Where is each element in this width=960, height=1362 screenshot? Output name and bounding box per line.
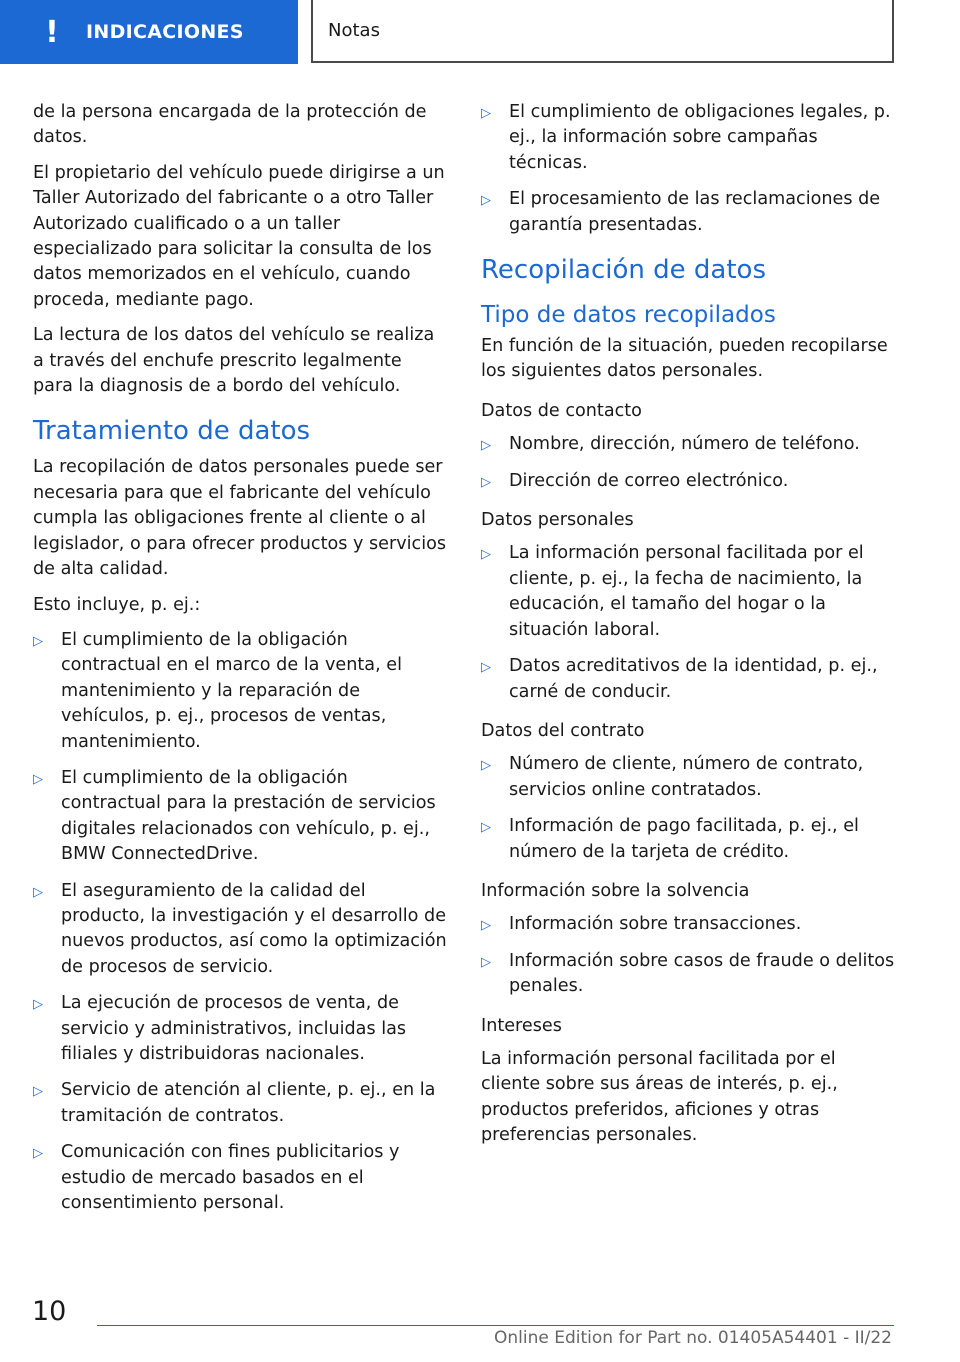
list-item xyxy=(481,469,899,494)
list-item xyxy=(33,628,447,755)
list-item-text: Servicio de atención al cliente, p. ej., en la tramitación de contratos. xyxy=(61,1080,436,1126)
bullet-list xyxy=(481,432,899,494)
paragraph: En función de la situación, pueden recopilarse los siguientes datos personales. xyxy=(481,336,888,382)
triangle-bullet-icon: ▷ xyxy=(481,438,491,454)
triangle-bullet-icon: ▷ xyxy=(481,820,491,836)
list-item-text: El cumplimiento de la obligación contractual en el marco de la venta, el mantenimiento y la reparación de vehículos, p. ej., procesos de ventas, mantenimiento. xyxy=(61,629,402,752)
list-item xyxy=(481,187,899,238)
paragraph: de la persona encargada de la protección de datos. xyxy=(33,102,427,148)
triangle-bullet-icon: ▷ xyxy=(33,884,43,900)
list-item xyxy=(33,879,447,981)
heading-recopilacion-de-datos: Recopilación de datos xyxy=(481,255,766,286)
topic-title: Notas xyxy=(328,20,380,41)
list-item xyxy=(33,991,447,1067)
edition-footer: Online Edition for Part no. 01405A54401 - II/22 xyxy=(493,1328,892,1348)
list-item-text: El procesamiento de las reclamaciones de garantía presentadas. xyxy=(509,189,881,235)
page-header xyxy=(0,0,960,66)
heading-tipo-de-datos: Tipo de datos recopilados xyxy=(481,302,776,329)
list-item xyxy=(481,949,899,1000)
exclamation-icon: ! xyxy=(45,14,59,50)
list-item-text: Nombre, dirección, número de teléfono. xyxy=(509,434,860,455)
paragraph: El propietario del vehículo puede dirigirse a un Taller Autorizado del fabricante o a otro Taller Autorizado cualificado o a un taller especializado para solicitar la consulta de los datos memorizados en el vehículo, cuando proceda, mediante pago. xyxy=(33,162,445,310)
left-column xyxy=(33,100,447,1227)
list-item xyxy=(481,541,899,643)
triangle-bullet-icon: ▷ xyxy=(481,758,491,774)
footer-divider xyxy=(97,1325,894,1326)
bullet-list xyxy=(481,912,899,999)
topic-box xyxy=(311,0,894,63)
triangle-bullet-icon: ▷ xyxy=(481,954,491,970)
triangle-bullet-icon: ▷ xyxy=(481,660,491,676)
list-item-text: El aseguramiento de la calidad del producto, la investigación y el desarrollo de nuevos productos, así como la optimización de procesos de servicio. xyxy=(61,880,447,977)
subheading-datos-de-contacto: Datos de contacto xyxy=(481,400,642,421)
list-item xyxy=(33,766,447,868)
list-item-text: El cumplimiento de la obligación contractual para la prestación de servicios digitales relacionados con vehículo, p. ej., BMW ConnectedDrive. xyxy=(61,767,436,865)
paragraph: La recopilación de datos personales puede ser necesaria para que el fabricante del vehículo cumpla las obligaciones frente al cliente o al legislador, o para ofrecer productos y servicios de alta calidad. xyxy=(33,457,447,580)
triangle-bullet-icon: ▷ xyxy=(481,474,491,490)
triangle-bullet-icon: ▷ xyxy=(33,997,43,1013)
paragraph: Esto incluye, p. ej.: xyxy=(33,594,201,615)
list-item xyxy=(481,752,899,803)
heading-tratamiento-de-datos: Tratamiento de datos xyxy=(33,416,311,447)
list-item xyxy=(481,814,899,865)
bullet-list xyxy=(481,100,899,238)
section-title: INDICACIONES xyxy=(86,21,244,43)
list-item xyxy=(481,654,899,705)
list-item-text: La ejecución de procesos de venta, de servicio y administrativos, incluidas las filiales y distribuidoras nacionales. xyxy=(61,993,407,1064)
triangle-bullet-icon: ▷ xyxy=(33,633,43,649)
triangle-bullet-icon: ▷ xyxy=(481,547,491,563)
subheading-datos-personales: Datos personales xyxy=(481,510,634,531)
paragraph: La lectura de los datos del vehículo se realiza a través del enchufe prescrito legalmente para la diagnosis de a bordo del vehículo. xyxy=(33,325,435,397)
list-item xyxy=(481,100,899,176)
list-item xyxy=(481,912,899,937)
triangle-bullet-icon: ▷ xyxy=(481,106,491,121)
list-item-text: Información sobre transacciones. xyxy=(509,914,802,935)
list-item xyxy=(33,1140,447,1216)
right-column xyxy=(481,100,899,1159)
triangle-bullet-icon: ▷ xyxy=(481,918,491,934)
list-item-text: Número de cliente, número de contrato, servicios online contratados. xyxy=(509,754,864,800)
triangle-bullet-icon: ▷ xyxy=(33,1146,43,1162)
triangle-bullet-icon: ▷ xyxy=(33,1084,43,1100)
triangle-bullet-icon: ▷ xyxy=(481,193,491,209)
list-item-text: El cumplimiento de obligaciones legales, p. ej., la información sobre campañas técnicas. xyxy=(509,102,891,173)
list-item-text: Comunicación con fines publicitarios y estudio de mercado basados en el consentimiento personal. xyxy=(61,1142,400,1214)
list-item xyxy=(481,432,899,457)
list-item-text: Dirección de correo electrónico. xyxy=(509,470,789,491)
list-item-text: Datos acreditativos de la identidad, p. ej., carné de conducir. xyxy=(509,656,878,702)
triangle-bullet-icon: ▷ xyxy=(33,771,43,787)
page-number: 10 xyxy=(32,1296,67,1327)
section-tab xyxy=(0,0,298,64)
subheading-datos-del-contrato: Datos del contrato xyxy=(481,720,645,741)
list-item-text: Información de pago facilitada, p. ej., el número de la tarjeta de crédito. xyxy=(509,816,859,862)
bullet-list xyxy=(481,752,899,865)
bullet-list xyxy=(33,628,447,1217)
subheading-solvencia: Información sobre la solvencia xyxy=(481,880,750,901)
subheading-intereses: Intereses xyxy=(481,1015,562,1036)
list-item-text: Información sobre casos de fraude o delitos penales. xyxy=(509,950,895,997)
bullet-list xyxy=(481,541,899,704)
list-item-text: La información personal facilitada por el cliente, p. ej., la fecha de nacimiento, la educación, el tamaño del hogar o la situación laboral. xyxy=(509,543,864,640)
paragraph: La información personal facilitada por el cliente sobre sus áreas de interés, p. ej., productos preferidos, aficiones y otras preferencias personales. xyxy=(481,1048,838,1146)
list-item xyxy=(33,1078,447,1129)
